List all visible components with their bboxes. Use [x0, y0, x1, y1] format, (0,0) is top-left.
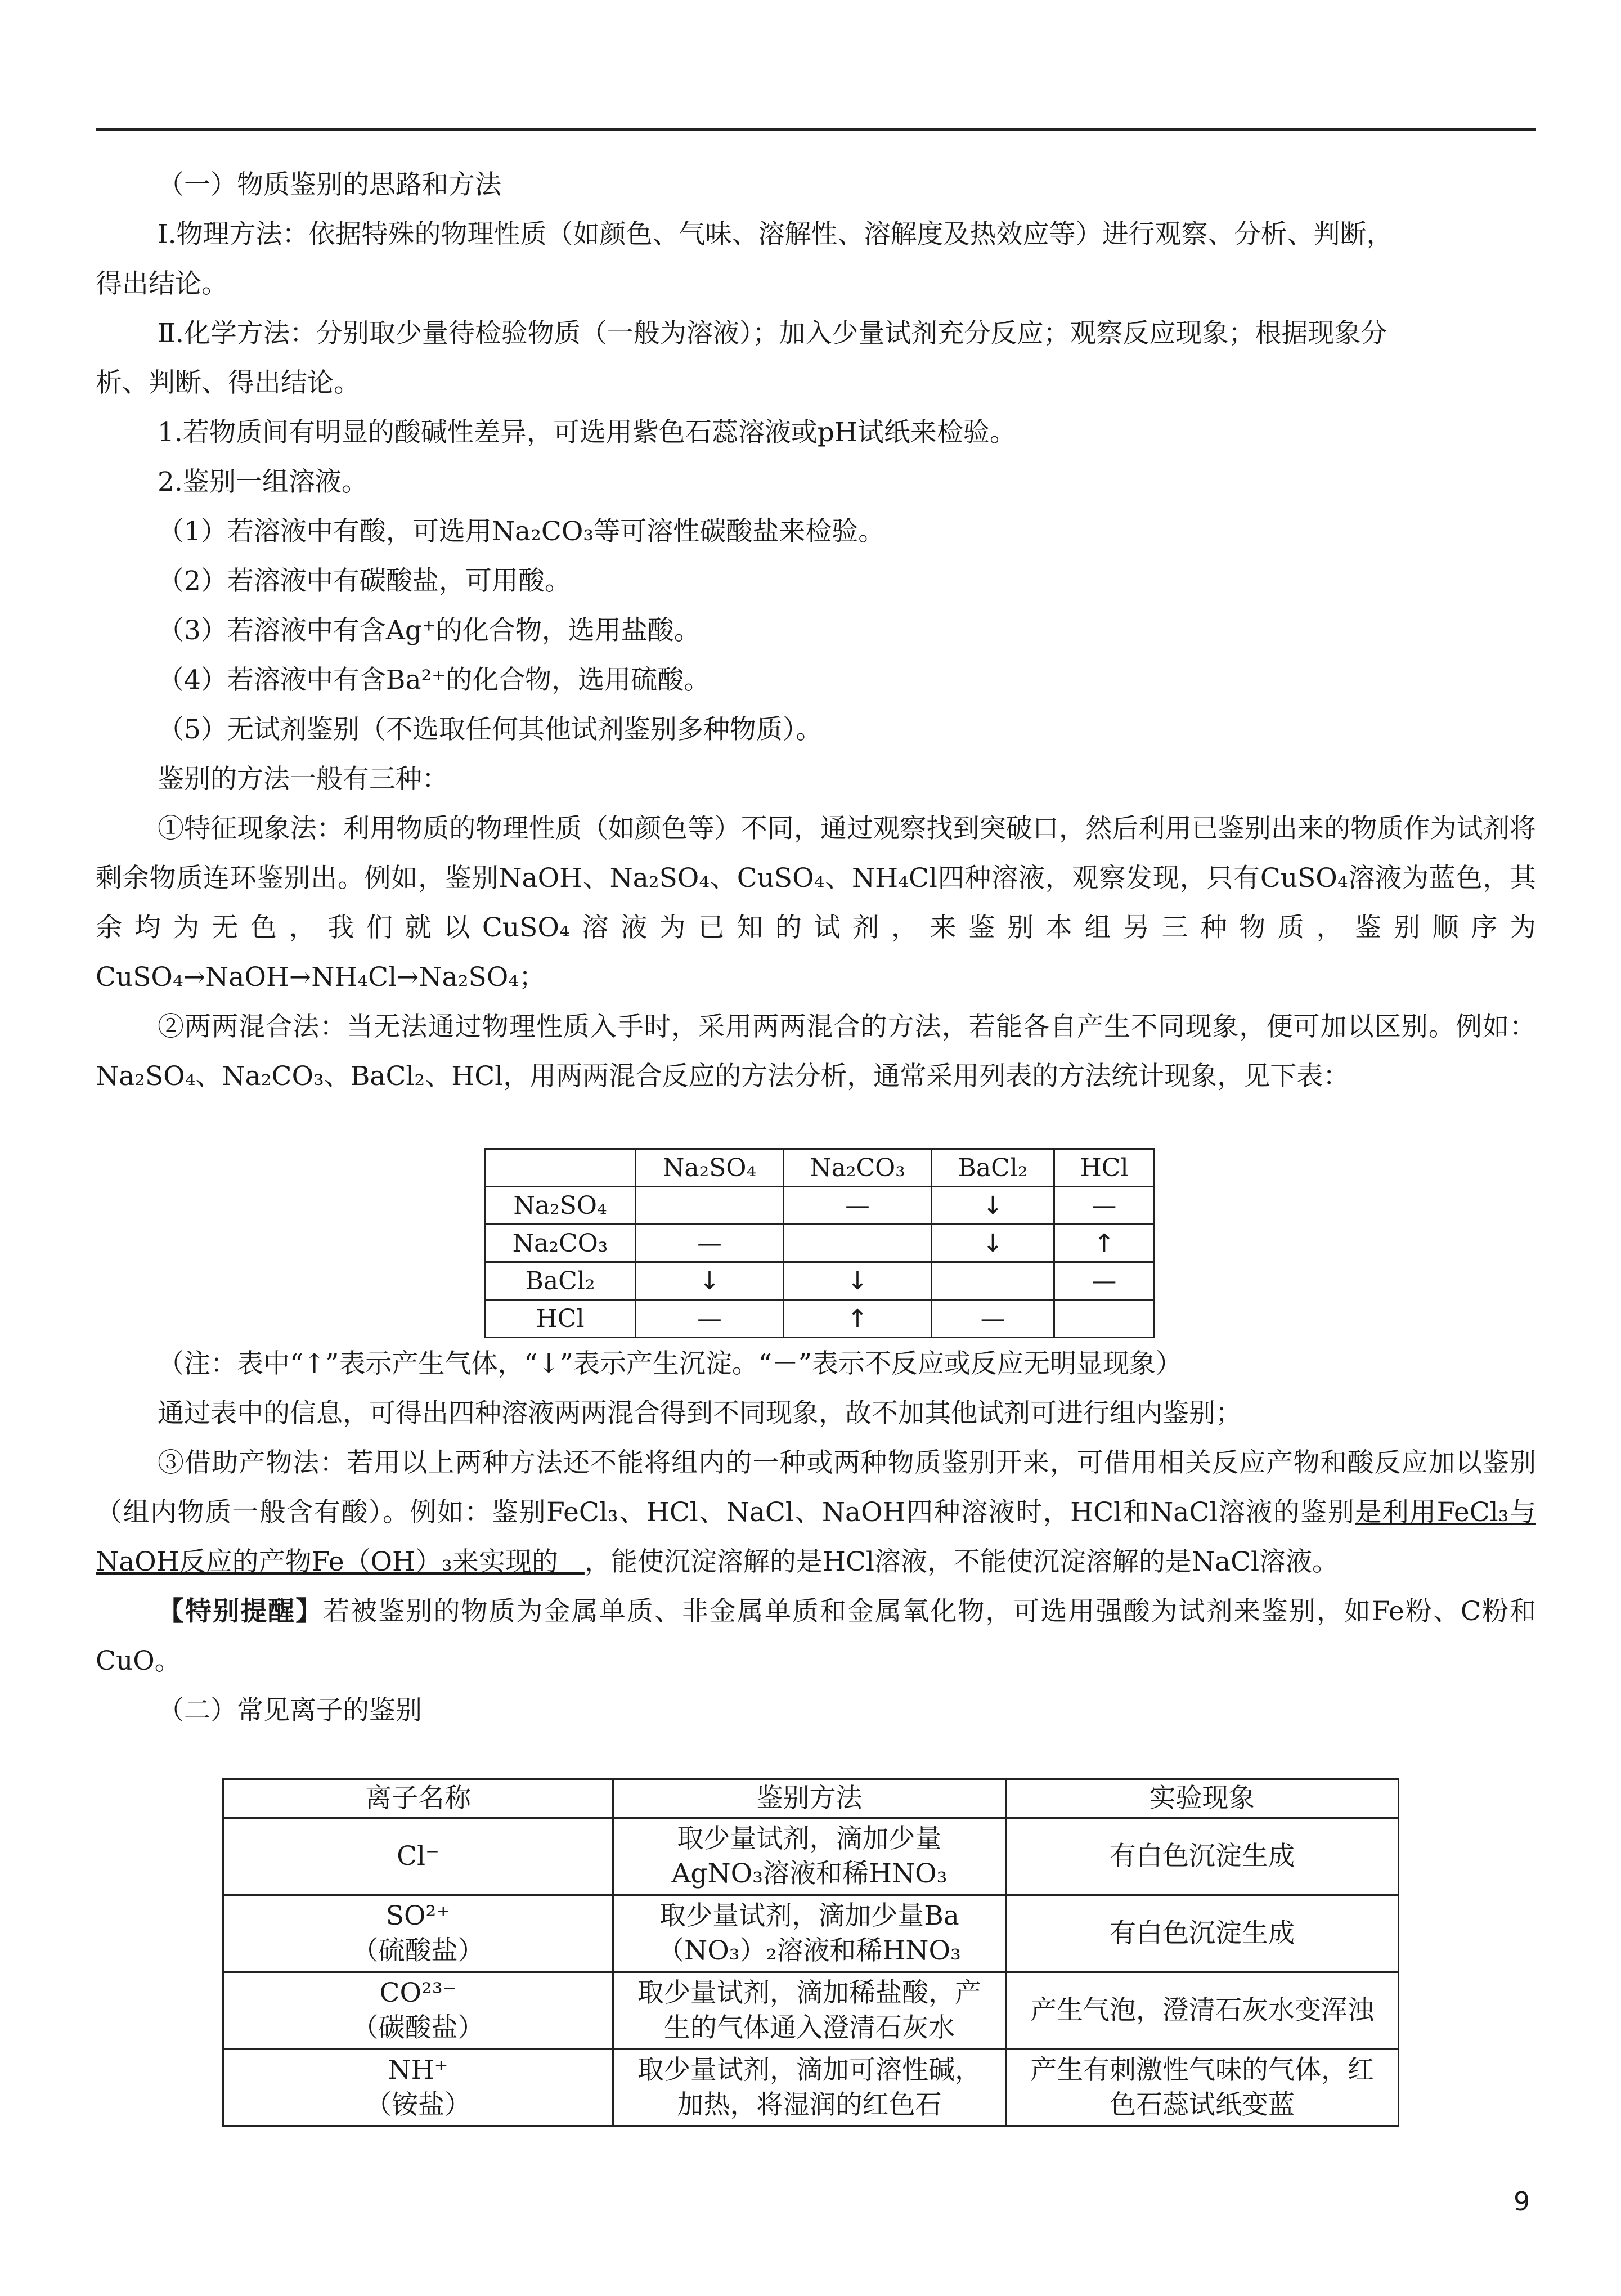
subitem-1: （1）若溶液中有酸，可选用Na₂CO₃等可溶性碳酸盐来检验。 — [158, 516, 885, 547]
ion-name: CO²³⁻ — [379, 1977, 457, 2008]
table-header-row — [223, 1779, 1399, 1818]
ion-name: NH⁺ — [388, 2055, 448, 2086]
method-3-text-a: ③借助产物法：若用以上两种方法还不能将组内的一种或两种物质鉴别开来，可借用相关反应产物和酸反应加以鉴别（组内物质一般含有酸）。例如：鉴别FeCl₃、HCl、NaCl、NaOH四种溶液时，HCl和NaCl溶液的鉴别 — [96, 1447, 1536, 1528]
result-cell: 产生有刺激性气味的气体，红色石蕊试纸变蓝 — [1006, 2050, 1399, 2127]
ion-name: SO²⁺ — [385, 1900, 451, 1931]
ion-name: Cl⁻ — [397, 1841, 439, 1872]
row-label: Na₂CO₃ — [485, 1225, 636, 1262]
table-cell: ↑ — [1054, 1225, 1155, 1262]
table-cell: — — [932, 1300, 1054, 1338]
result-cell: 有白色沉淀生成 — [1006, 1895, 1399, 1972]
table-cell: ↓ — [636, 1262, 784, 1300]
table-header-cell: Na₂SO₄ — [636, 1149, 784, 1187]
section1-continued — [96, 1339, 1536, 1736]
subitem-5: （5）无试剂鉴别（不选取任何其他试剂鉴别多种物质）。 — [158, 714, 823, 745]
table-cell — [636, 1187, 784, 1225]
item-1: 1.若物质间有明显的酸碱性差异，可选用紫色石蕊溶液或pH试纸来检验。 — [158, 417, 1016, 448]
subitem-2: （2）若溶液中有碳酸盐，可用酸。 — [158, 566, 571, 597]
table-cell: — — [636, 1300, 784, 1338]
ion-cell — [223, 2050, 613, 2127]
table-header-cell: HCl — [1054, 1149, 1155, 1187]
tip-label: 【特别提醒】 — [158, 1596, 324, 1627]
table-conclusion: 通过表中的信息，可得出四种溶液两两混合得到不同现象，故不加其他试剂可进行组内鉴别； — [158, 1398, 1242, 1429]
table-cell — [485, 1149, 636, 1187]
table-cell: — — [1054, 1262, 1155, 1300]
table-row — [485, 1187, 1155, 1225]
method-2-paragraph: ②两两混合法：当无法通过物理性质入手时，采用两两混合的方法，若能各自产生不同现象，便可加以区别。例如：Na₂SO₄、Na₂CO₃、BaCl₂、HCl，用两两混合反应的方法分析，通常采用列表的方法统计现象，见下表： — [96, 1011, 1536, 1092]
method-cell: 取少量试剂，滴加少量AgNO₃溶液和稀HNO₃ — [613, 1818, 1006, 1895]
section1-title: （一）物质鉴别的思路和方法 — [158, 169, 501, 200]
table-cell: — — [636, 1225, 784, 1262]
header-rule — [96, 128, 1536, 131]
ion-cell — [223, 1818, 613, 1895]
table-row — [223, 1895, 1399, 1972]
ion-category: （碳酸盐） — [352, 2012, 484, 2043]
table-header-cell: 离子名称 — [223, 1779, 613, 1818]
table-header-cell: 鉴别方法 — [613, 1779, 1006, 1818]
method-cell: 取少量试剂，滴加可溶性碱，加热，将湿润的红色石 — [613, 2050, 1006, 2127]
table-row — [485, 1225, 1155, 1262]
table-cell: ↑ — [784, 1300, 932, 1338]
ion-cell — [223, 1895, 613, 1972]
table-cell: ↓ — [784, 1262, 932, 1300]
method-cell: 取少量试剂，滴加稀盐酸，产生的气体通入澄清石灰水 — [613, 1972, 1006, 2050]
table-cell — [784, 1225, 932, 1262]
table-header-cell: BaCl₂ — [932, 1149, 1054, 1187]
method-3-paragraph — [96, 1438, 1536, 1587]
table-row — [223, 1818, 1399, 1895]
table-header-cell: 实验现象 — [1006, 1779, 1399, 1818]
physical-method-line1: Ⅰ.物理方法：依据特殊的物理性质（如颜色、气味、溶解性、溶解度及热效应等）进行观察、分析、判断， — [158, 219, 1393, 250]
method-1-paragraph: ①特征现象法：利用物质的物理性质（如颜色等）不同，通过观察找到突破口，然后利用已鉴别出来的物质作为试剂将剩余物质连环鉴别出。例如，鉴别NaOH、Na₂SO₄、CuSO₄、NH₄Cl四种溶液，观察发现，只有CuSO₄溶液为蓝色，其余均为无色，我们就以CuSO₄溶液为已知的试剂，来鉴别本组另三种物质，鉴别顺序为CuSO₄→NaOH→NH₄Cl→Na₂SO₄； — [96, 813, 1536, 993]
page-number: 9 — [1514, 2186, 1530, 2217]
table-row — [485, 1262, 1155, 1300]
table-header-cell: Na₂CO₃ — [784, 1149, 932, 1187]
row-label: HCl — [485, 1300, 636, 1338]
tip-text: 若被鉴别的物质为金属单质、非金属单质和金属氧化物，可选用强酸为试剂来鉴别，如Fe粉、C粉和CuO。 — [96, 1596, 1536, 1676]
item-2: 2.鉴别一组溶液。 — [158, 467, 368, 497]
subitem-4: （4）若溶液中有含Ba²⁺的化合物，选用硫酸。 — [158, 665, 711, 696]
table-row — [485, 1300, 1155, 1338]
result-cell: 产生气泡，澄清石灰水变浑浊 — [1006, 1972, 1399, 2050]
row-label: Na₂SO₄ — [485, 1187, 636, 1225]
table-note: （注：表中“↑”表示产生气体，“↓”表示产生沉淀。“－”表示不反应或反应无明显现象） — [158, 1348, 1182, 1379]
ion-cell — [223, 1972, 613, 2050]
chemical-method-line2: 析、判断、得出结论。 — [96, 367, 360, 398]
ion-identification-table — [222, 1778, 1399, 2127]
table-cell: ↓ — [932, 1187, 1054, 1225]
result-cell: 有白色沉淀生成 — [1006, 1818, 1399, 1895]
table-cell: ↓ — [932, 1225, 1054, 1262]
special-tip — [96, 1587, 1536, 1686]
mix-reaction-table — [484, 1148, 1155, 1338]
ion-category: （铵盐） — [365, 2089, 471, 2120]
row-label: BaCl₂ — [485, 1262, 636, 1300]
table-cell — [1054, 1300, 1155, 1338]
method-cell: 取少量试剂，滴加少量Ba（NO₃）₂溶液和稀HNO₃ — [613, 1895, 1006, 1972]
method-3-text-b: ，能使沉淀溶解的是HCl溶液，不能使沉淀溶解的是NaCl溶液。 — [584, 1546, 1339, 1577]
table-row — [223, 2050, 1399, 2127]
method-3-underlined: 是利用FeCl₃与NaOH反应的产物Fe（OH）₃来实现的 — [96, 1497, 1536, 1577]
methods-intro: 鉴别的方法一般有三种： — [158, 764, 448, 795]
section2-title: （二）常见离子的鉴别 — [158, 1695, 422, 1726]
table-cell: — — [784, 1187, 932, 1225]
subitem-3: （3）若溶液中有含Ag⁺的化合物，选用盐酸。 — [158, 615, 701, 646]
physical-method-line2: 得出结论。 — [96, 268, 228, 299]
table-cell — [932, 1262, 1054, 1300]
table-row — [223, 1972, 1399, 2050]
table-header-row — [485, 1149, 1155, 1187]
table-cell: — — [1054, 1187, 1155, 1225]
section1-body — [96, 160, 1536, 1101]
chemical-method-line1: Ⅱ.化学方法：分别取少量待检验物质（一般为溶液）；加入少量试剂充分反应；观察反应现象；根据现象分 — [158, 318, 1387, 349]
ion-category: （硫酸盐） — [352, 1935, 484, 1966]
